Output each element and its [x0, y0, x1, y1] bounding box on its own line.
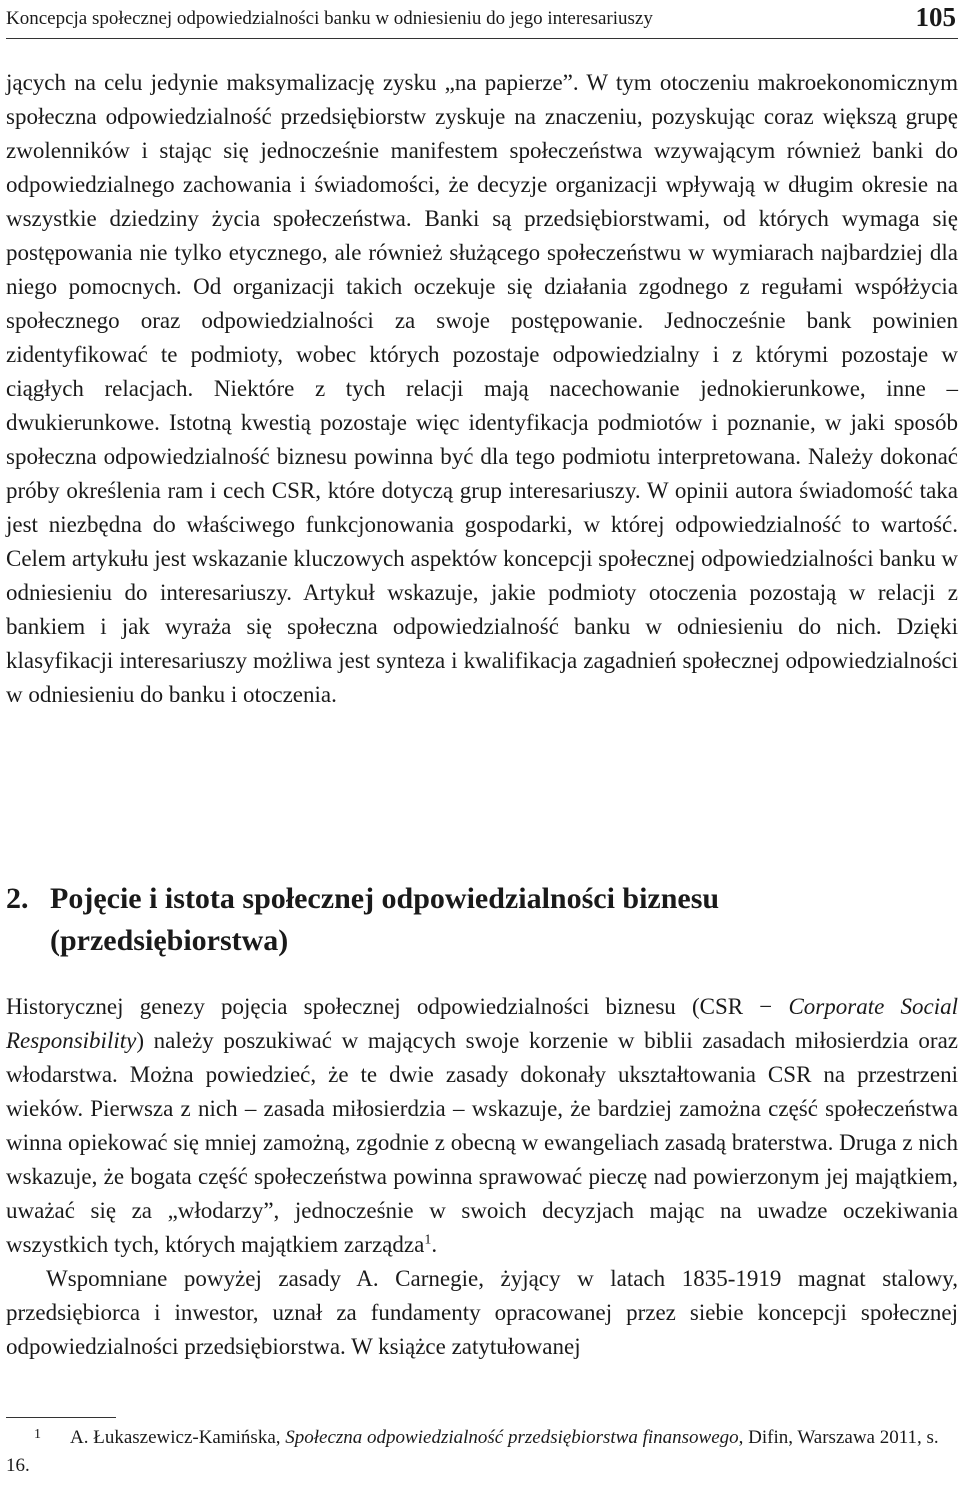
footnote [6, 1424, 958, 1480]
intro-text [6, 66, 958, 712]
paragraph-csr-history [6, 990, 958, 1262]
csr-term-italic: Corporate Social Responsibility [6, 994, 958, 1053]
section-title: Pojęcie i istota społecznej odpowiedzialności biznesu (przedsiębiorstwa) [50, 882, 720, 957]
paragraph-carnegie: Wspomniane powyżej zasady A. Carnegie, żyjący w latach 1835-1919 magnat stalowy, przedsiębiorca i inwestor, uznał za fundamenty opracowanej przez siebie koncepcji społecznej odpowiedzialności przedsiębiorstwa. W książce zatytułowanej [6, 1266, 958, 1359]
paragraph-end: . [431, 1232, 438, 1257]
paragraph-text-start: Historycznej genezy pojęcia społecznej odpowiedzialności biznesu (CSR − [6, 994, 789, 1019]
section-heading [6, 878, 958, 962]
footnote-publication: , Difin, Warszawa 2011, s. 16. [6, 1427, 939, 1476]
running-header [6, 2, 958, 39]
document-page [6, 0, 958, 1487]
paragraph-text-rest: ) należy poszukiwać w mających swoje korzenie w biblii zasadach miłosierdzia oraz włodarstwa. Można powiedzieć, że te dwie zasady dokonały ukształtowania CSR na przestrzeni wieków. Pierwsza z nich – zasada miłosierdzia – wskazuje, że bardziej zamożna część społeczeństwa winna opiekować się mniej zamożną, zgodnie z obecną w ewangeliach zasadą braterstwa. Druga z nich wskazuje, że bogata część społeczeństwa powinna sprawować pieczę nad powierzonym jej majątkiem, uważać się za „włodarzy”, jednocześnie w swoich decyzjach mając na uwadze oczekiwania wszystkich tych, których majątkiem zarządza [6, 1028, 958, 1257]
footnote-book-title: Społeczna odpowiedzialność przedsiębiorstwa finansowego [285, 1427, 739, 1448]
footnote-reference[interactable]: 1 [424, 1232, 432, 1248]
section-number: 2. [6, 882, 29, 915]
running-title: Koncepcja społecznej odpowiedzialności banku w odniesieniu do jego interesariuszy [6, 8, 653, 29]
page-number: 105 [915, 2, 956, 32]
footnote-divider [6, 1417, 116, 1418]
footnote-mark: 1 [34, 1427, 41, 1442]
section-body [6, 990, 958, 1364]
footnote-author: A. Łukaszewicz-Kamińska, [70, 1427, 286, 1448]
intro-paragraph: jących na celu jedynie maksymalizację zysku „na papierze”. W tym otoczeniu makroekonomicznym społeczna odpowiedzialność przedsiębiorstw zyskuje na znaczeniu, pozyskując coraz większą grupę zwolenników i stając się jednocześnie manifestem społeczeństwa wzywającym również banki do odpowiedzialnego zachowania i świadomości, że decyzje organizacji wpływają w długim okresie na wszystkie dziedziny życia społeczeństwa. Banki są przedsiębiorstwami, od których wymaga się postępowania nie tylko etycznego, ale również służącego społeczeństwu w wymiarach najbardziej dla niego pomocnych. Od organizacji takich oczekuje się działania zgodnego z regułami współżycia społecznego oraz odpowiedzialności za swoje postępowanie. Jednocześnie bank powinien zidentyfikować te podmioty, wobec których pozostaje odpowiedzialny i z którymi pozostaje w ciągłych relacjach. Niektóre z tych relacji mają nacechowanie jednokierunkowe, inne – dwukierunkowe. Istotną kwestią pozostaje więc identyfikacja podmiotów i poznanie, w jaki sposób społeczna odpowiedzialność biznesu powinna być dla tego podmiotu interpretowana. Należy dokonać próby określenia ram i cech CSR, które dotyczą grup interesariuszy. W opinii autora świadomość taka jest niezbędna do właściwego funkcjonowania gospodarki, w której odpowiedzialność to wartość. Celem artykułu jest wskazanie kluczowych aspektów koncepcji społecznej odpowiedzialności banku w odniesieniu do interesariuszy. Artykuł wskazuje, jakie podmioty otoczenia pozostają w relacji z bankiem i jak wyraża się społeczna odpowiedzialność banku w odniesieniu do nich. Dzięki klasyfikacji interesariuszy możliwa jest synteza i kwalifikacja zagadnień społecznej odpowiedzialności w odniesieniu do banku i otoczenia. [6, 70, 958, 707]
